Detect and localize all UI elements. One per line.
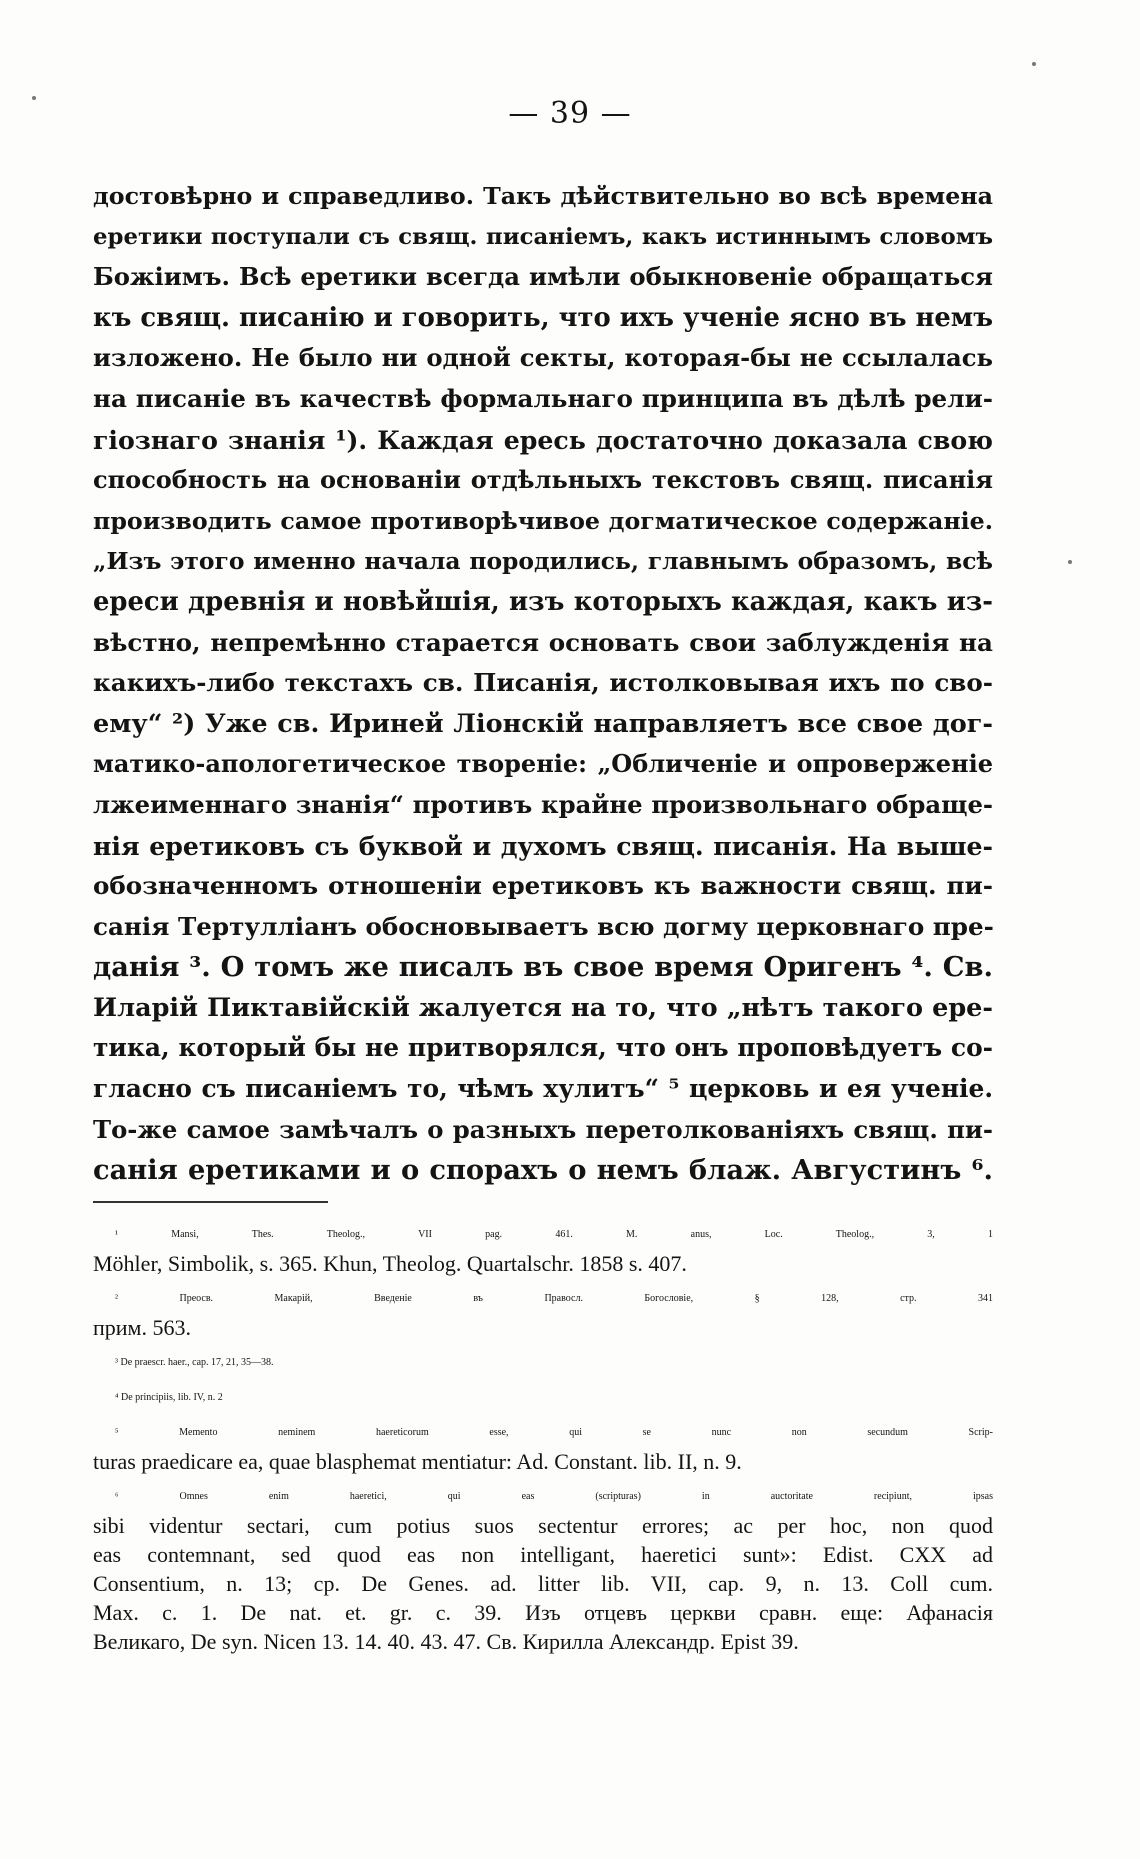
body-line: достовѣрно и справедливо. Такъ дѣйствительно во всѣ времена <box>93 182 993 210</box>
body-line: обозначенномъ отношеніи еретиковъ къ важности свящ. пи- <box>93 871 993 901</box>
body-line: ереси древнія и новѣйшія, изъ которыхъ каждая, какъ из- <box>93 586 993 617</box>
body-line: лжеименнаго знанія“ противъ крайне произвольнаго обраще- <box>93 789 993 819</box>
body-line: гіознаго знанія ¹). Каждая ересь достаточно доказала свою <box>93 424 993 455</box>
body-text <box>93 176 993 1191</box>
body-line: какихъ-либо текстахъ св. Писанія, истолковывая ихъ по сво- <box>93 668 993 698</box>
footnote-5: ⁵ Memento neminem haereticorum esse, qui se nunc non secundum Scrip- <box>115 1427 993 1438</box>
footnote-6-cont: Великаго, De syn. Nicen 13. 14. 40. 43. 47. Св. Кирилла Александр. Epist 39. <box>93 1629 799 1654</box>
footnote-6-cont: Max. c. 1. De nat. et. gr. c. 39. Изъ отцевъ церкви сравн. еще: Афанасія <box>93 1600 993 1625</box>
body-line: матико-апологетическое твореніе: „Обличеніе и опроверженіе <box>93 749 993 779</box>
footnote-6-cont: eas contemnant, sed quod eas non intelligant, haeretici sunt»: Edist. CXX ad <box>93 1542 993 1567</box>
body-line: тика, который бы не притворялся, что онъ проповѣдуетъ со- <box>93 1033 993 1063</box>
footnote-6: ⁶ Omnes enim haeretici, qui eas (scripturas) in auctoritate recipiunt, ipsas <box>115 1491 993 1502</box>
footnote-2: ² Преосв. Макарій, Введеніе въ Правосл. Богословіе, § 128, стр. 341 <box>115 1293 993 1304</box>
footnote-4: ⁴ De principiis, lib. IV, n. 2 <box>115 1392 223 1403</box>
body-line: санія еретиками и о спорахъ о немъ блаж. Августинъ ⁶. <box>93 1154 993 1187</box>
page-number: — 39 — <box>508 96 632 131</box>
body-line: ему“ ²) Уже св. Ириней Ліонскій направляетъ все свое дог- <box>93 708 993 739</box>
body-line: данія ³. О томъ же писалъ въ свое время Оригенъ ⁴. Св. <box>93 951 993 984</box>
body-line: вѣстно, непремѣнно старается основать свои заблужденія на <box>93 627 993 657</box>
footnote-1-cont: Möhler, Simbolik, s. 365. Khun, Theolog. Quartalschr. 1858 s. 407. <box>93 1251 687 1276</box>
footnote-6-cont: Consentium, n. 13; cp. De Genes. ad. litter lib. VII, cap. 9, n. 13. Coll cum. <box>93 1571 993 1596</box>
footnotes <box>93 1220 993 1656</box>
body-line: къ свящ. писанію и говорить, что ихъ ученіе ясно въ немъ <box>93 302 993 333</box>
body-line: санія Тертулліанъ обосновываетъ всю догму церковнаго пре- <box>93 911 994 941</box>
body-line: „Изъ этого именно начала породились, главнымъ образомъ, всѣ <box>93 547 993 576</box>
body-line: производить самое противорѣчивое догматическое содержаніе. <box>93 506 993 535</box>
body-line: То-же самое замѣчалъ о разныхъ перетолкованіяхъ свящ. пи- <box>93 1114 993 1144</box>
footnote-3: ³ De praescr. haer., cap. 17, 21, 35—38. <box>115 1357 274 1368</box>
footnote-2-cont: прим. 563. <box>93 1315 191 1340</box>
body-line: Божіимъ. Всѣ еретики всегда имѣли обыкновеніе обращаться <box>93 262 993 292</box>
footnote-5-cont: turas praedicare ea, quae blasphemat mentiatur: Ad. Constant. lib. II, n. 9. <box>93 1449 742 1474</box>
scan-speck <box>1068 560 1072 564</box>
scan-speck <box>1032 62 1036 66</box>
body-line: Иларій Пиктавійскій жалуется на то, что „нѣтъ такого ере- <box>93 992 993 1023</box>
body-line: еретики поступали съ свящ. писаніемъ, какъ истиннымъ словомъ <box>93 223 993 250</box>
body-line: на писаніе въ качествѣ формальнаго принципа въ дѣлѣ рели- <box>93 383 993 413</box>
body-line: гласно съ писаніемъ то, чѣмъ хулитъ“ ⁵ церковь и ея ученіе. <box>93 1074 993 1104</box>
body-line: изложено. Не было ни одной секты, которая-бы не ссылалась <box>93 343 993 373</box>
footnote-1: ¹ Mansi, Thes. Theolog., VII pag. 461. M. anus, Loc. Theolog., 3, 1 <box>115 1229 993 1240</box>
footnote-6-cont: sibi videntur sectari, cum potius suos sectentur errores; ac per hoc, non quod <box>93 1513 993 1538</box>
body-line: нія еретиковъ съ буквой и духомъ свящ. писанія. На выше- <box>93 830 993 861</box>
footnote-separator <box>93 1201 328 1203</box>
body-line: способность на основаніи отдѣльныхъ текстовъ свящ. писанія <box>93 465 993 495</box>
